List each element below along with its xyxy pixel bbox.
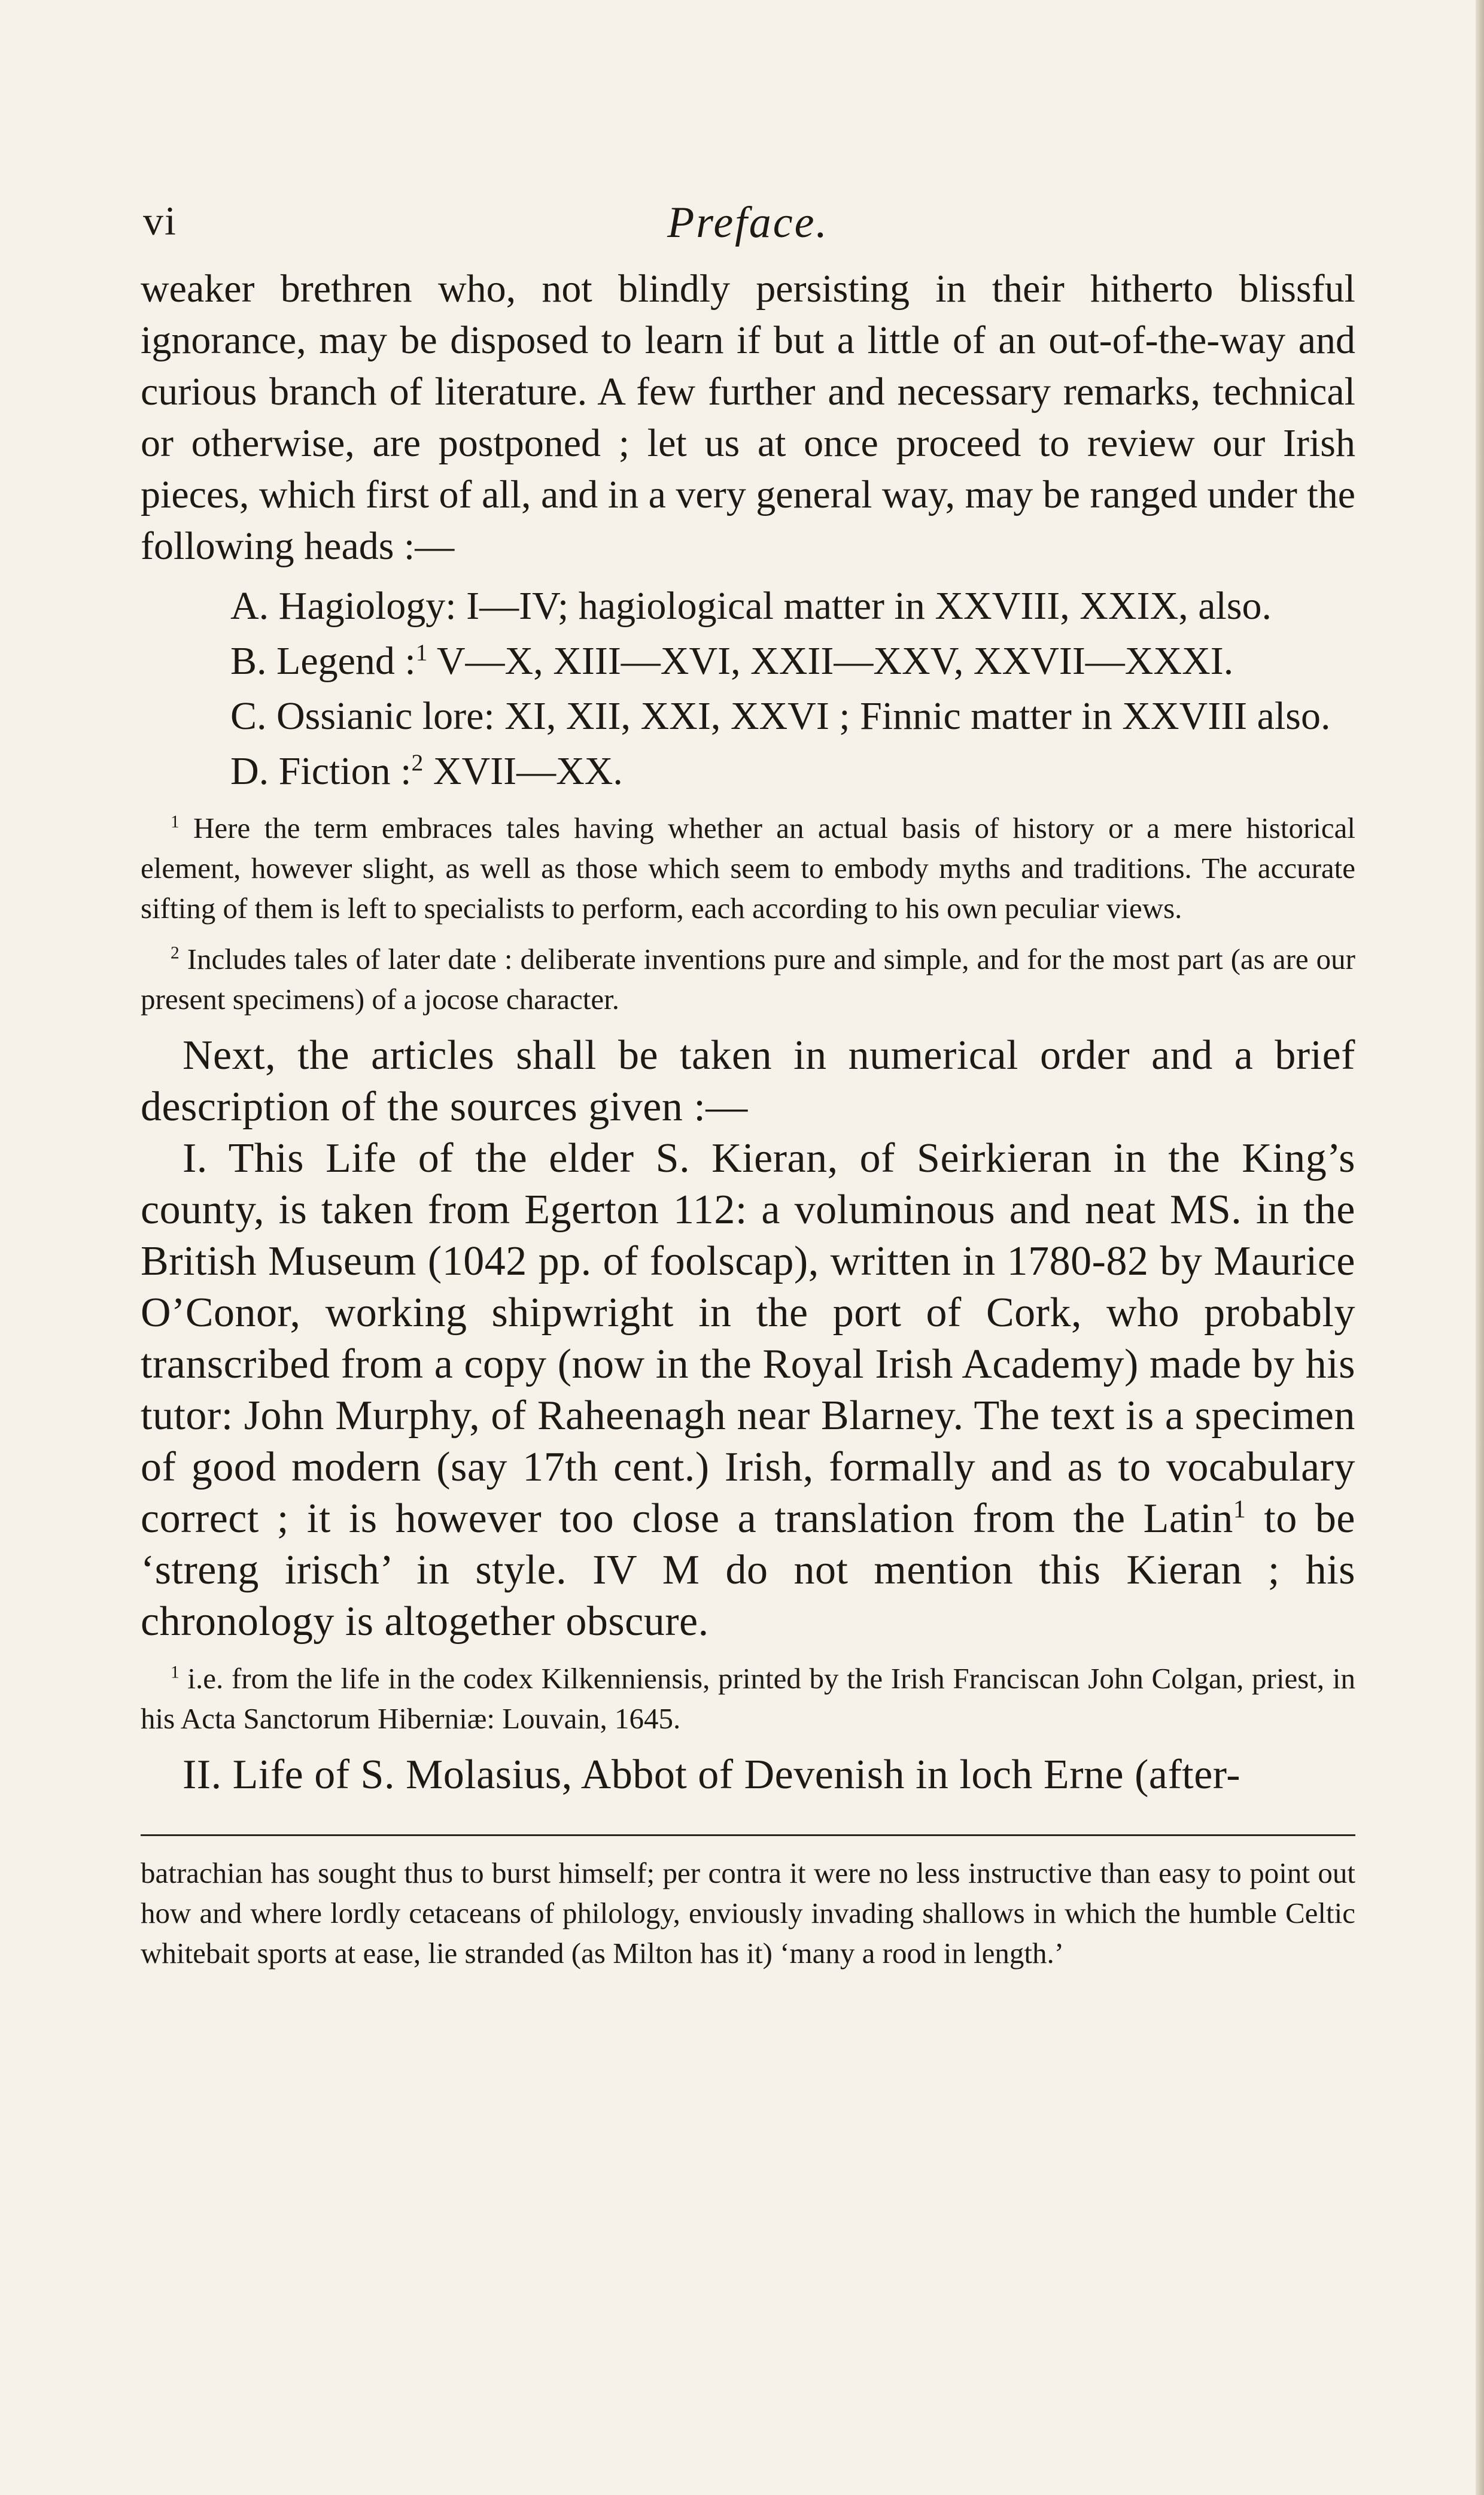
footnote-article-text: i.e. from the life in the codex Kilkenniensis, printed by the Irish Franciscan John Colgan, priest, in his Acta Sanctorum Hiberniæ: Louvain, 1645.: [141, 1662, 1355, 1735]
footnote-2-mark: 2: [171, 943, 180, 963]
head-item-a: A. Hagiology: I—IV; hagiological matter in XXVIII, XXIX, also.: [230, 584, 1272, 628]
head-item-c: C. Ossianic lore: XI, XII, XXI, XXVI ; Finnic matter in XXVIII also.: [230, 694, 1331, 738]
bottom-note: batrachian has sought thus to burst himself; per contra it were no less instructive than easy to point out how and where lordly cetaceans of philology, enviously invading shallows in which the humble Celtic whitebait sports at ease, lie stranded (as Milton has it) ‘many a rood in length.’: [141, 1856, 1355, 1970]
running-title: Preface.: [667, 198, 829, 247]
footnotes-heads: [141, 808, 1355, 1019]
head-item-d-range: XVII—XX.: [423, 749, 623, 793]
head-item-b-label: B. Legend :: [230, 639, 416, 683]
page-number: vi: [143, 198, 177, 244]
article-one-text-end: to be ‘streng irisch’ in style. IV M do not mention this Kieran ; his chronology is altogether obscure.: [141, 1496, 1355, 1645]
footnote-1-text: Here the term embraces tales having whether an actual basis of history or a mere historical element, however slight, as well as those which seem to embody myths and traditions. The accurate sifting of them is left to specialists to perform, each according to his own peculiar views.: [141, 812, 1355, 925]
article-one-paragraph: [141, 1133, 1355, 1648]
footnote-ref-1: 1: [415, 639, 428, 665]
head-item-d-label: D. Fiction :: [230, 749, 412, 793]
head-item-d: [230, 746, 1355, 797]
footnote-2-text: Includes tales of later date : deliberate inventions pure and simple, and for the most part (as are our present specimens) of a jocose character.: [141, 943, 1355, 1016]
head-item-b: [230, 636, 1355, 687]
footnote-ref-article: 1: [1233, 1496, 1246, 1524]
footnotes-article: [141, 1658, 1355, 1739]
book-page: [141, 197, 1355, 1973]
footnote-ref-2: 2: [411, 749, 424, 776]
footnote-2: [141, 939, 1355, 1019]
page-edge-shadow: [1476, 0, 1484, 2495]
running-head: [141, 197, 1355, 263]
footnote-article: [141, 1658, 1355, 1739]
footnote-rule: [141, 1834, 1355, 1836]
head-item-b-range: V—X, XIII—XVI, XXII—XXV, XXVII—XXXI.: [427, 639, 1234, 683]
footnote-1: [141, 808, 1355, 928]
heads-list: [230, 581, 1355, 797]
intro-paragraph: weaker brethren who, not blindly persisting in their hitherto blissful ignorance, may be disposed to learn if but a little of an out-of-the-way and curious branch of literature. A few further and necessary remarks, technical or otherwise, are postponed ; let us at once proceed to review our Irish pieces, which first of all, and in a very general way, may be ranged under the following heads :—: [141, 267, 1355, 568]
footnote-article-mark: 1: [171, 1663, 180, 1682]
article-one-text: I. This Life of the elder S. Kieran, of Seirkieran in the King’s county, is taken from Egerton 112: a voluminous and neat MS. in the British Museum (1042 pp. of foolscap), written in 1780-82 by Maurice O’Conor, working shipwright in the port of Cork, who probably transcribed from a copy (now in the Royal Irish Academy) made by his tutor: John Murphy, of Raheenagh near Blarney. The text is a specimen of good modern (say 17th cent.) Irish, formally and as to vocabulary correct ; it is however too close a translation from the Latin: [141, 1135, 1355, 1542]
footnote-1-mark: 1: [171, 812, 180, 832]
next-paragraph: Next, the articles shall be taken in numerical order and a brief description of the sources given :—: [141, 1032, 1355, 1130]
article-two-paragraph: II. Life of S. Molasius, Abbot of Devenish in loch Erne (after-: [183, 1752, 1240, 1798]
